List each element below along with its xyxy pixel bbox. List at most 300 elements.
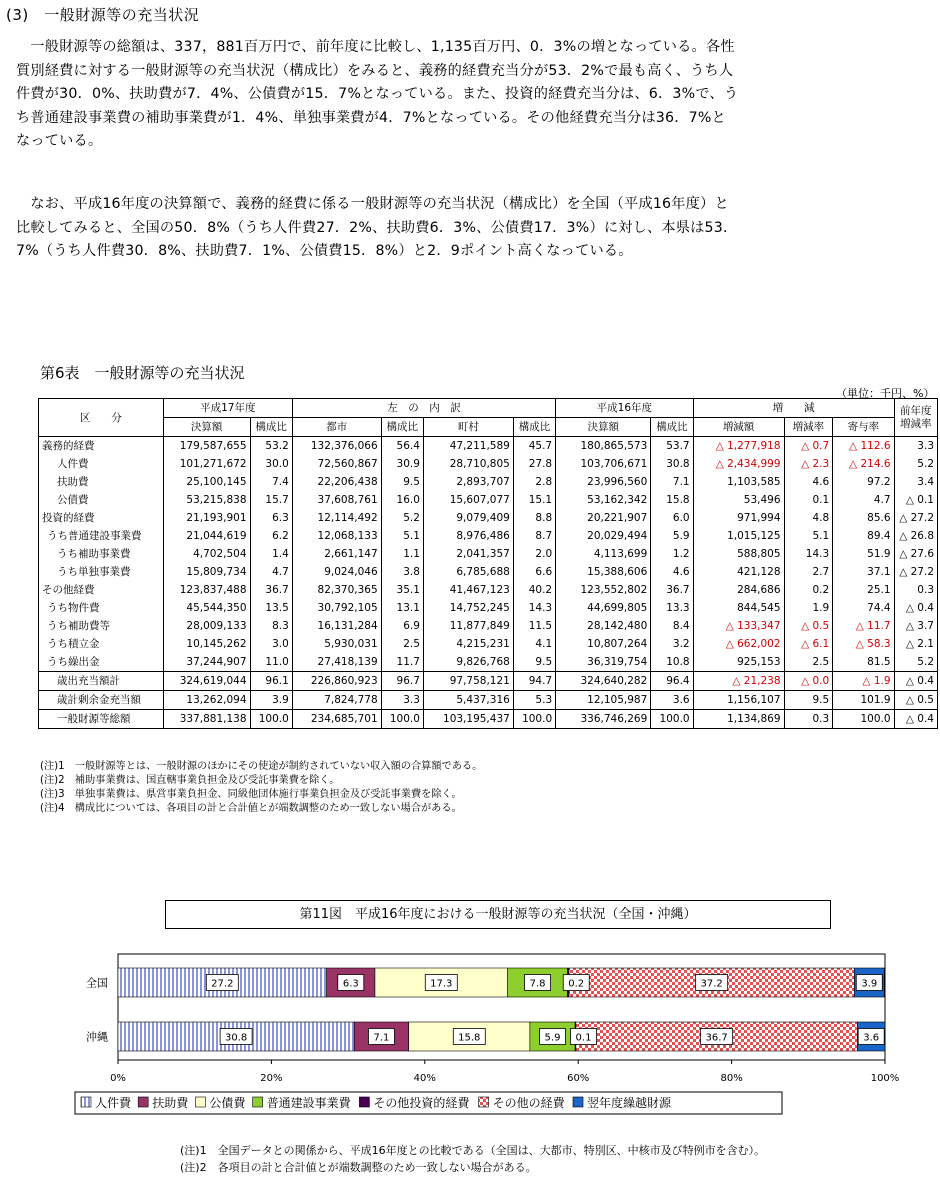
table-cell: 7.4 — [250, 473, 292, 491]
table-cell: 45.7 — [513, 437, 555, 456]
table-cell: 4,702,504 — [163, 545, 250, 563]
table-cell: 2,041,357 — [423, 545, 513, 563]
data-label: 37.2 — [700, 978, 723, 990]
legend-label: その他投資的経費 — [373, 1096, 470, 1110]
table-cell: 123,837,488 — [163, 581, 250, 599]
table-cell: △ 58.3 — [833, 635, 894, 653]
table-cell: 3.2 — [651, 635, 693, 653]
paragraph-line: 件費が30．0%、扶助費が7．4%、公債費が15．7%となっている。また、投資的経費充当分は、6．3%で、う — [16, 86, 739, 102]
table-cell: 100.0 — [250, 710, 292, 729]
table-cell: 9,079,409 — [423, 509, 513, 527]
table-cell: 40.2 — [513, 581, 555, 599]
table-cell: 2.7 — [784, 563, 833, 581]
table-cell: 82,370,365 — [292, 581, 381, 599]
table-cell: 588,805 — [693, 545, 784, 563]
table-cell: 284,686 — [693, 581, 784, 599]
table-cell: △ 662,002 — [693, 635, 784, 653]
table-cell: 9,024,046 — [292, 563, 381, 581]
table-cell: 25.1 — [833, 581, 894, 599]
table-cell: 971,994 — [693, 509, 784, 527]
table-row — [39, 491, 938, 509]
header-cell: 増減額 — [693, 418, 784, 437]
table-cell: △ 0.5 — [784, 617, 833, 635]
paragraph-line: ち普通建設事業費の補助事業費が1．4%、単独事業費が4．7%となっている。その他経費充当分は36．7%と — [16, 109, 726, 126]
table-cell: 2.5 — [784, 653, 833, 672]
table-cell: 6.2 — [250, 527, 292, 545]
table-cell: △ 0.4 — [894, 599, 937, 617]
table-cell: 96.7 — [381, 672, 423, 691]
row-label: その他経費 — [39, 581, 164, 599]
table-cell: 4,215,231 — [423, 635, 513, 653]
table-cell: 53,496 — [693, 491, 784, 509]
table-cell: 12,114,492 — [292, 509, 381, 527]
table-row — [39, 437, 938, 456]
legend-swatch — [253, 1097, 263, 1107]
table-cell: 30,792,105 — [292, 599, 381, 617]
table-cell: 22,206,438 — [292, 473, 381, 491]
table-cell: 9.5 — [381, 473, 423, 491]
data-label: 17.3 — [430, 978, 453, 990]
row-label: うち繰出金 — [39, 653, 164, 672]
table-cell: 23,996,560 — [556, 473, 651, 491]
table-cell: 1,015,125 — [693, 527, 784, 545]
paragraph-line: 比較してみると、全国の50．8%（うち人件費27．2%、扶助費6．3%、公債費17．3%）に対し、本県は53． — [16, 219, 738, 236]
legend-swatch — [479, 1097, 489, 1107]
table-cell: 337,881,138 — [163, 710, 250, 729]
x-tick-label: 0% — [110, 1073, 126, 1084]
header-prev-rate-line1: 前年度 — [900, 404, 932, 417]
category-label: 沖縄 — [86, 1030, 108, 1044]
header-cell: 決算額 — [556, 418, 651, 437]
table-cell: 4,113,699 — [556, 545, 651, 563]
table-cell: 13,262,094 — [163, 691, 250, 710]
row-label: 歳計剰余金充当額 — [39, 691, 164, 710]
table-cell: 15,809,734 — [163, 563, 250, 581]
x-tick-label: 40% — [413, 1073, 436, 1084]
header-breakdown: 左 の 内 訳 — [292, 399, 555, 418]
table-cell: 15,388,606 — [556, 563, 651, 581]
table-cell: 10,145,262 — [163, 635, 250, 653]
table-cell: 3.3 — [894, 437, 937, 456]
table-cell: 8.4 — [651, 617, 693, 635]
header-h17: 平成17年度 — [163, 399, 292, 418]
table-row — [39, 672, 938, 691]
table-cell: △ 27.6 — [894, 545, 937, 563]
table-cell: 16.0 — [381, 491, 423, 509]
table-cell: 4.7 — [833, 491, 894, 509]
data-label: 7.8 — [529, 978, 546, 990]
table-cell: 14,752,245 — [423, 599, 513, 617]
table-cell: 0.1 — [784, 491, 833, 509]
table-cell: △ 112.6 — [833, 437, 894, 456]
table-cell: △ 27.2 — [894, 509, 937, 527]
data-label: 30.8 — [224, 1032, 248, 1044]
table-cell: 12,105,987 — [556, 691, 651, 710]
table-cell: 13.5 — [250, 599, 292, 617]
table-row — [39, 635, 938, 653]
table-cell: 30.9 — [381, 455, 423, 473]
table-cell: 101.9 — [833, 691, 894, 710]
funding-table — [38, 398, 938, 729]
table-cell: 123,552,802 — [556, 581, 651, 599]
table-cell: 53.7 — [651, 437, 693, 456]
table-cell: 180,865,573 — [556, 437, 651, 456]
table-cell: 1.1 — [381, 545, 423, 563]
table-cell: 226,860,923 — [292, 672, 381, 691]
table-cell: 5.2 — [894, 455, 937, 473]
table-cell: △ 0.4 — [894, 710, 937, 729]
table-cell: 25,100,145 — [163, 473, 250, 491]
table-cell: 3.4 — [894, 473, 937, 491]
table-cell: 0.3 — [894, 581, 937, 599]
table-row — [39, 653, 938, 672]
table-notes — [40, 760, 482, 816]
table-cell: 6.9 — [381, 617, 423, 635]
table-cell: △ 2,434,999 — [693, 455, 784, 473]
table-row — [39, 509, 938, 527]
table-cell: 15.8 — [651, 491, 693, 509]
table-cell: 1.2 — [651, 545, 693, 563]
table-cell: 8.7 — [513, 527, 555, 545]
table-row — [39, 545, 938, 563]
table-cell: 336,746,269 — [556, 710, 651, 729]
table-cell: 2.8 — [513, 473, 555, 491]
table-cell: △ 26.8 — [894, 527, 937, 545]
legend-label: 公債費 — [209, 1096, 246, 1110]
table-cell: 0.3 — [784, 710, 833, 729]
table-cell: 844,545 — [693, 599, 784, 617]
table-cell: 15.1 — [513, 491, 555, 509]
table-cell: 5.2 — [894, 653, 937, 672]
table-cell: △ 0.4 — [894, 672, 937, 691]
row-label: 義務的経費 — [39, 437, 164, 456]
table-cell: 7,824,778 — [292, 691, 381, 710]
table-cell: 4.6 — [784, 473, 833, 491]
header-cell: 構成比 — [651, 418, 693, 437]
table-cell: 2,893,707 — [423, 473, 513, 491]
legend-swatch — [359, 1097, 369, 1107]
table-cell: 4.7 — [250, 563, 292, 581]
table-cell: 36.7 — [651, 581, 693, 599]
table-cell: 13.1 — [381, 599, 423, 617]
table-cell: 103,195,437 — [423, 710, 513, 729]
chart-note-line: (注)2 各項目の計と合計値とが端数調整のため一致しない場合がある。 — [180, 1161, 537, 1174]
table-cell: 47,211,589 — [423, 437, 513, 456]
x-tick-label: 20% — [260, 1073, 283, 1084]
table-cell: △ 1.9 — [833, 672, 894, 691]
table-cell: 234,685,701 — [292, 710, 381, 729]
header-cell: 構成比 — [513, 418, 555, 437]
header-cell: 都市 — [292, 418, 381, 437]
table-cell: 11,877,849 — [423, 617, 513, 635]
row-label: うち物件費 — [39, 599, 164, 617]
table-cell: 6.6 — [513, 563, 555, 581]
row-label: うち単独事業費 — [39, 563, 164, 581]
table-cell: △ 133,347 — [693, 617, 784, 635]
legend-label: その他の経費 — [492, 1096, 565, 1110]
row-label: 扶助費 — [39, 473, 164, 491]
row-label: 一般財源等総額 — [39, 710, 164, 729]
paragraph-line: なお、平成16年度の決算額で、義務的経費に係る一般財源等の充当状況（構成比）を全国（平成16年度）と — [16, 196, 729, 212]
table-cell: 6.0 — [651, 509, 693, 527]
table-cell: 3.0 — [250, 635, 292, 653]
data-label: 3.9 — [861, 978, 878, 990]
table-cell: 100.0 — [513, 710, 555, 729]
table-cell: 5.9 — [651, 527, 693, 545]
table-cell: 324,619,044 — [163, 672, 250, 691]
table-cell: △ 2.1 — [894, 635, 937, 653]
table-cell: 13.3 — [651, 599, 693, 617]
table-cell: 89.4 — [833, 527, 894, 545]
header-cell: 構成比 — [250, 418, 292, 437]
legend-label: 普通建設事業費 — [266, 1096, 351, 1110]
table-cell: 6,785,688 — [423, 563, 513, 581]
table-cell: 8.3 — [250, 617, 292, 635]
table-cell: 30.0 — [250, 455, 292, 473]
table-cell: △ 0.1 — [894, 491, 937, 509]
table-cell: 10,807,264 — [556, 635, 651, 653]
table-cell: 5.1 — [381, 527, 423, 545]
table-cell: 324,640,282 — [556, 672, 651, 691]
paragraph-line: なっている。 — [16, 133, 103, 149]
table-cell: 4.6 — [651, 563, 693, 581]
header-kubun: 区 分 — [39, 399, 164, 437]
table-cell: 51.9 — [833, 545, 894, 563]
table-cell: 20,221,907 — [556, 509, 651, 527]
table-cell: 16,131,284 — [292, 617, 381, 635]
table-cell: 44,699,805 — [556, 599, 651, 617]
table-cell: 30.8 — [651, 455, 693, 473]
table-cell: 421,128 — [693, 563, 784, 581]
table-cell: 925,153 — [693, 653, 784, 672]
table-unit: （単位：千円、%） — [836, 387, 935, 400]
table-cell: 2,661,147 — [292, 545, 381, 563]
paragraph-1 — [16, 36, 936, 154]
paragraph-line: 7%（うち人件費30．8%、扶助費7．1%、公債費15．8%）と2．9ポイント高くなっている。 — [16, 243, 633, 259]
header-cell: 増減率 — [784, 418, 833, 437]
table-cell: 11.5 — [513, 617, 555, 635]
row-label: 公債費 — [39, 491, 164, 509]
table-cell: 103,706,671 — [556, 455, 651, 473]
table-cell: 3.8 — [381, 563, 423, 581]
table-cell: 37,244,907 — [163, 653, 250, 672]
table-cell: 5,930,031 — [292, 635, 381, 653]
table-cell: 27.8 — [513, 455, 555, 473]
table-cell: 20,029,494 — [556, 527, 651, 545]
header-prev-rate — [894, 399, 937, 437]
table-cell: △ 214.6 — [833, 455, 894, 473]
table-cell: 53.2 — [250, 437, 292, 456]
section-heading: (3) 一般財源等の充当状況 — [6, 6, 200, 24]
header-cell: 寄与率 — [833, 418, 894, 437]
row-label: うち積立金 — [39, 635, 164, 653]
paragraph-2 — [16, 193, 936, 264]
table-cell: 94.7 — [513, 672, 555, 691]
table-cell: 1,156,107 — [693, 691, 784, 710]
row-label: うち補助事業費 — [39, 545, 164, 563]
legend-swatch — [573, 1097, 583, 1107]
table-cell: 1.4 — [250, 545, 292, 563]
table-cell: 36,319,754 — [556, 653, 651, 672]
table-cell: 3.6 — [651, 691, 693, 710]
table-cell: 21,044,619 — [163, 527, 250, 545]
table-cell: 28,009,133 — [163, 617, 250, 635]
table-cell: 100.0 — [833, 710, 894, 729]
header-prev-rate-line2: 増減率 — [900, 417, 932, 430]
row-label: うち補助費等 — [39, 617, 164, 635]
table-cell: 179,587,655 — [163, 437, 250, 456]
chart-note-line: (注)1 全国データとの関係から、平成16年度との比較である（全国は、大都市、特別区、中核市及び特例市を含む）。 — [180, 1144, 766, 1157]
table-cell: 11.0 — [250, 653, 292, 672]
table-row — [39, 599, 938, 617]
table-row — [39, 455, 938, 473]
table-cell: △ 0.5 — [894, 691, 937, 710]
table-cell: 8,976,486 — [423, 527, 513, 545]
header-h16: 平成16年度 — [556, 399, 693, 418]
header-cell: 決算額 — [163, 418, 250, 437]
chart-title: 第11図 平成16年度における一般財源等の充当状況（全国・沖縄） — [165, 900, 831, 929]
header-cell: 構成比 — [381, 418, 423, 437]
table-row — [39, 581, 938, 599]
paragraph-line: 一般財源等の総額は、337，881百万円で、前年度に比較し、1,135百万円、0．3%の増となっている。各性 — [16, 39, 735, 55]
table-cell: 7.1 — [651, 473, 693, 491]
table-cell: 21,193,901 — [163, 509, 250, 527]
table-cell: 96.4 — [651, 672, 693, 691]
x-tick-label: 80% — [720, 1073, 743, 1084]
table-cell: 0.2 — [784, 581, 833, 599]
data-label: 3.6 — [863, 1032, 880, 1044]
x-tick-label: 60% — [567, 1073, 590, 1084]
table-cell: 5.2 — [381, 509, 423, 527]
legend-label: 翌年度繰越財源 — [587, 1096, 672, 1110]
table-cell: 74.4 — [833, 599, 894, 617]
paragraph-line: 質別経費に対する一般財源等の充当状況（構成比）をみると、義務的経費充当分が53．2%で最も高く、うち人 — [16, 62, 734, 79]
legend-swatch — [195, 1097, 205, 1107]
table-cell: △ 27.2 — [894, 563, 937, 581]
table-cell: 72,560,867 — [292, 455, 381, 473]
table-cell: △ 21,238 — [693, 672, 784, 691]
table-cell: 27,418,139 — [292, 653, 381, 672]
table-cell: 2.5 — [381, 635, 423, 653]
note-line: (注)3 単独事業費は、県営事業負担金、同級他団体施行事業負担金及び受託事業費を除く。 — [40, 789, 462, 800]
table-cell: 3.3 — [381, 691, 423, 710]
note-line: (注)1 一般財源等とは、一般財源のほかにその使途が制約されていない収入額の合算額である。 — [40, 761, 483, 772]
table-row — [39, 710, 938, 729]
table-cell: 4.1 — [513, 635, 555, 653]
table-cell: 28,710,805 — [423, 455, 513, 473]
data-label: 27.2 — [211, 978, 234, 990]
table-cell: 1,103,585 — [693, 473, 784, 491]
table-row — [39, 563, 938, 581]
table-cell: △ 0.7 — [784, 437, 833, 456]
table-cell: 5.1 — [784, 527, 833, 545]
table-cell: 6.3 — [250, 509, 292, 527]
data-label: 0.2 — [568, 978, 585, 990]
row-label: 投資的経費 — [39, 509, 164, 527]
table-cell: 101,271,672 — [163, 455, 250, 473]
table-row — [39, 527, 938, 545]
table-cell: 97.2 — [833, 473, 894, 491]
table-cell: 81.5 — [833, 653, 894, 672]
row-label: 歳出充当額計 — [39, 672, 164, 691]
table-cell: △ 1,277,918 — [693, 437, 784, 456]
note-line: (注)2 補助事業費は、国直轄事業負担金及び受託事業費を除く。 — [40, 775, 340, 786]
data-label: 36.7 — [705, 1032, 728, 1044]
legend-swatch — [138, 1097, 148, 1107]
table-cell: 37,608,761 — [292, 491, 381, 509]
table-cell: 53,215,838 — [163, 491, 250, 509]
legend-swatch — [81, 1097, 91, 1107]
table-cell: △ 11.7 — [833, 617, 894, 635]
table-cell: 3.9 — [250, 691, 292, 710]
table-cell: 53,162,342 — [556, 491, 651, 509]
table-cell: △ 6.1 — [784, 635, 833, 653]
table-cell: 5,437,316 — [423, 691, 513, 710]
table-cell: 45,544,350 — [163, 599, 250, 617]
table-cell: 9,826,768 — [423, 653, 513, 672]
data-label: 5.9 — [544, 1032, 561, 1044]
header-cell: 町村 — [423, 418, 513, 437]
table-cell: 5.3 — [513, 691, 555, 710]
table-cell: 2.0 — [513, 545, 555, 563]
table-cell: △ 2.3 — [784, 455, 833, 473]
table-cell: 37.1 — [833, 563, 894, 581]
table-cell: △ 3.7 — [894, 617, 937, 635]
table-cell: 1.9 — [784, 599, 833, 617]
x-tick-label: 100% — [870, 1073, 900, 1084]
table-cell: 4.8 — [784, 509, 833, 527]
table-cell: 12,068,133 — [292, 527, 381, 545]
table-cell: △ 0.0 — [784, 672, 833, 691]
data-label: 15.8 — [458, 1032, 481, 1044]
table-cell: 96.1 — [250, 672, 292, 691]
row-label: うち普通建設事業費 — [39, 527, 164, 545]
table-cell: 14.3 — [513, 599, 555, 617]
table-title: 第6表 一般財源等の充当状況 — [40, 364, 245, 382]
legend-label: 扶助費 — [152, 1096, 189, 1110]
data-label: 6.3 — [342, 978, 359, 990]
data-label: 0.1 — [575, 1032, 592, 1044]
table-cell: 10.8 — [651, 653, 693, 672]
table-cell: 15,607,077 — [423, 491, 513, 509]
table-cell: 11.7 — [381, 653, 423, 672]
table-cell: 85.6 — [833, 509, 894, 527]
header-change: 増 減 — [693, 399, 894, 418]
table-cell: 9.5 — [784, 691, 833, 710]
row-label: 人件費 — [39, 455, 164, 473]
table-cell: 132,376,066 — [292, 437, 381, 456]
stacked-bar-chart — [0, 940, 940, 1140]
table-cell: 56.4 — [381, 437, 423, 456]
table-row — [39, 473, 938, 491]
data-label: 7.1 — [373, 1032, 390, 1044]
table-row — [39, 691, 938, 710]
table-cell: 15.7 — [250, 491, 292, 509]
table-cell: 1,134,869 — [693, 710, 784, 729]
table-cell: 14.3 — [784, 545, 833, 563]
table-cell: 28,142,480 — [556, 617, 651, 635]
table-cell: 9.5 — [513, 653, 555, 672]
note-line: (注)4 構成比については、各項目の計と合計値とが端数調整のため一致しない場合がある。 — [40, 803, 462, 814]
table-cell: 35.1 — [381, 581, 423, 599]
table-cell: 100.0 — [651, 710, 693, 729]
table-body — [39, 437, 938, 729]
table-cell: 97,758,121 — [423, 672, 513, 691]
table-cell: 36.7 — [250, 581, 292, 599]
table-cell: 41,467,123 — [423, 581, 513, 599]
category-label: 全国 — [86, 976, 108, 990]
table-row — [39, 617, 938, 635]
